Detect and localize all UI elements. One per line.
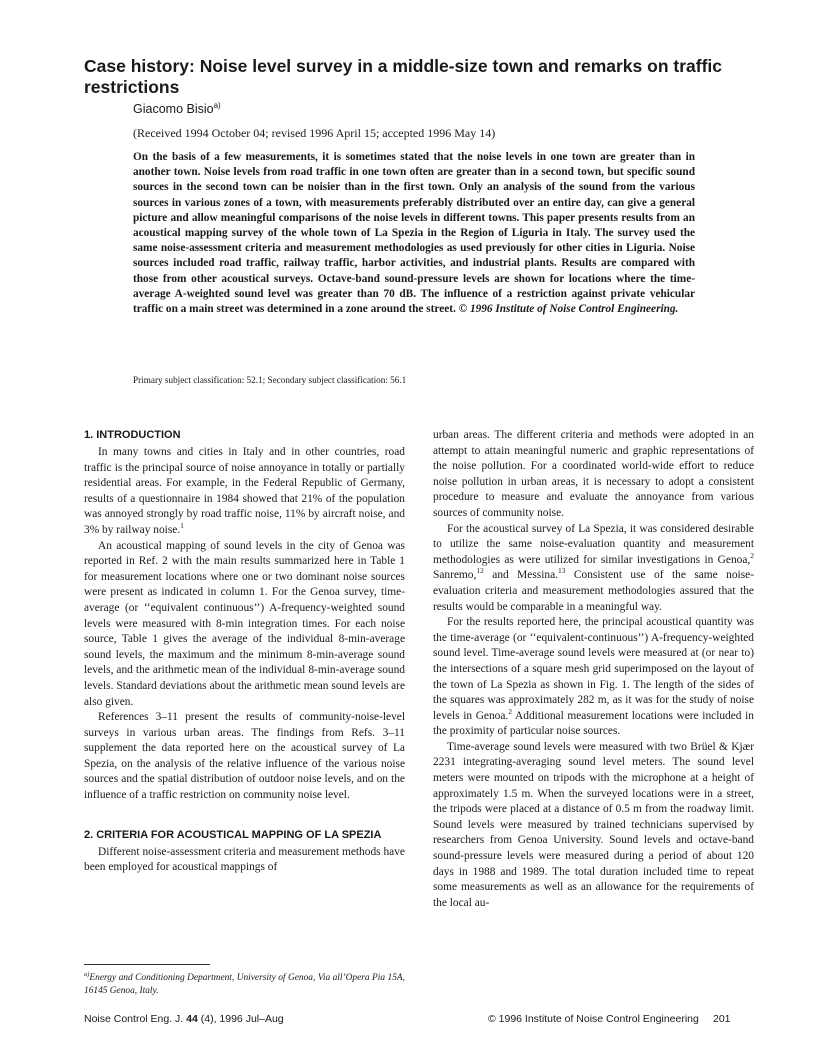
right-column: [433, 428, 754, 911]
journal-volume: 44: [186, 1013, 198, 1025]
paragraph: An acoustical mapping of sound levels in the city of Genoa was reported in Ref. 2 with the main results summarized here in Table 1 for measurement locations where one or two dominant noise sources were present as indicated in column 1. For the Genoa survey, time-average (or ‘‘equivalent continuous’’) A-frequency-weighted sound levels were measured with 8-min integration times. For each noise source, Table 1 gives the average of the individual 8-min-average sound levels, the maximum and the minimum 8-min-average sound levels, and the arithmetic mean of the individual 8-min-average sound levels. Standard deviations about the arithmetic mean sound levels are also given.: [84, 539, 405, 708]
author-line: [133, 101, 221, 116]
received-dates: (Received 1994 October 04; revised 1996 April 15; accepted 1996 May 14): [133, 126, 496, 140]
paragraph: [433, 522, 754, 616]
citation: 13: [557, 566, 566, 576]
paragraph-text: Additional measurement locations were included in the proximity of particular noise sources.: [433, 709, 754, 738]
footnote-mark: a): [84, 971, 90, 978]
section-heading-introduction: 1. INTRODUCTION: [84, 429, 181, 441]
paragraph-text: Sanremo,: [433, 569, 477, 582]
journal-issue: (4), 1996 Jul–Aug: [197, 1013, 284, 1025]
citation: 2: [750, 550, 754, 560]
paragraph: Time-average sound levels were measured with two Brüel & Kjær 2231 integrating-averaging sound level meters. The sound level meters were mounted on tripods with the microphone at a height of approximately 1.5 m. When the surveyed locations were in a street, the tripods were placed at a distance of 0.5 m from the roadway limit. Sound levels were measured by trained technicians supervised by researchers from Genoa University. Sound levels and octave-band sound-pressure levels were measured during a period of about 120 days in 1988 and 1989. The total duration included time to repeat some measurements as well as an allowance for the requirements of the local au-: [433, 740, 754, 909]
author-name: Giacomo Bisio: [133, 102, 214, 117]
paragraph: [84, 445, 405, 539]
paragraph-text: For the acoustical survey of La Spezia, it was considered desirable to utilize the same noise-evaluation quantity and measurement methodologies as were utilized for similar investigations in Genoa,: [433, 522, 754, 566]
paragraph: urban areas. The different criteria and methods were adopted in an attempt to attain meaningful numeric and graphic representations of the noise pollution. For a coordinated world-wide effort to reduce noise pollution in urban areas, it is necessary to adopt a consistent procedure to measure and evaluate the annoyance from various sources of community noise.: [433, 429, 754, 519]
paragraph: References 3–11 present the results of community-noise-level surveys in various urban areas. The findings from Refs. 3–11 supplement the data reported here on the acoustical survey of La Spezia, on the analysis of the relative influence of the various noise sources and the spatial distribution of outdoor noise levels, and on the influence of a traffic restriction on community noise level.: [84, 711, 405, 802]
abstract: [133, 150, 695, 317]
journal-name: Noise Control Eng. J.: [84, 1013, 187, 1025]
paper-title: Case history: Noise level survey in a middle-size town and remarks on traffic restrictions: [84, 56, 722, 97]
footer-copyright: © 1996 Institute of Noise Control Engineering: [488, 1013, 699, 1025]
journal-citation: [84, 1013, 284, 1025]
citation: 2: [508, 706, 513, 716]
page-number: 201: [713, 1013, 731, 1025]
paragraph-text: and Messina.: [483, 569, 558, 582]
abstract-copyright: © 1996 Institute of Noise Control Engineering.: [458, 303, 679, 316]
paragraph-text: Consistent use of the same noise-evaluation criteria and measurement methodologies assured that the results would be comparable in a meaningful way.: [433, 569, 754, 613]
citation: 12: [476, 566, 484, 576]
section-heading-criteria: 2. CRITERIA FOR ACOUSTICAL MAPPING OF LA SPEZIA: [84, 828, 382, 841]
paragraph-text: In many towns and cities in Italy and in other countries, road traffic is the principal source of noise annoyance in totally or partially residential areas. For example, in the Federal Republic of Germany, results of a questionnaire in 1984 showed that 21% of the population was annoyed strongly by road traffic noise, 11% by aircraft noise, and 3% by railway noise.: [84, 446, 405, 536]
paragraph: Different noise-assessment criteria and measurement methods have been employed for acoustical mappings of: [84, 845, 405, 874]
affiliation-footnote: [84, 968, 405, 998]
author-footnote-mark: a): [213, 101, 221, 110]
footnote-text: Energy and Conditioning Department, University of Genoa, Via all’Opera Pia 15A, 16145 Genoa, Italy.: [84, 973, 405, 997]
abstract-text: On the basis of a few measurements, it is sometimes stated that the noise levels in one town are greater than in another town. Noise levels from road traffic in one town often are greater than in a second town, but specific sound sources in the second town can be noisier than in the first town. Only an analysis of the sound from the various sources in various zones of a town, with measurements preferably distributed over an entire day, can give a general picture and allow meaningful comparisons of the noise levels in different towns. This paper presents results from an acoustical mapping survey of the whole town of La Spezia in the Region of Liguria in Italy. The survey used the same noise-assessment criteria and measurement methodologies as used previously for other cities in Liguria. Noise sources included road traffic, railway traffic, harbor activities, and industrial plants. Results are compared with those from other acoustical surveys. Octave-band sound-pressure levels are shown for locations where the time-average A-weighted sound level was greater than 70 dB. The influence of a restriction against private vehicular traffic on a main street was determined in a zone around the street.: [133, 151, 695, 316]
subject-classification: Primary subject classification: 52.1; Secondary subject classification: 56.1: [133, 375, 407, 385]
paragraph: [433, 615, 754, 740]
citation: 1: [180, 521, 184, 531]
left-column: [84, 428, 405, 876]
paragraph-text: For the results reported here, the principal acoustical quantity was the time-average (or ‘‘equivalent-continuous’’) A-frequency-weighted sound level. Time-average sound levels were measured at (or near to) the intersections of a square mesh grid superimposed on the layout of the town of La Spezia as shown in Fig. 1. The length of the sides of the squares was approximately 282 m, as it was for the study of noise levels in Genoa.: [433, 616, 754, 722]
footnote-divider: [84, 964, 210, 965]
